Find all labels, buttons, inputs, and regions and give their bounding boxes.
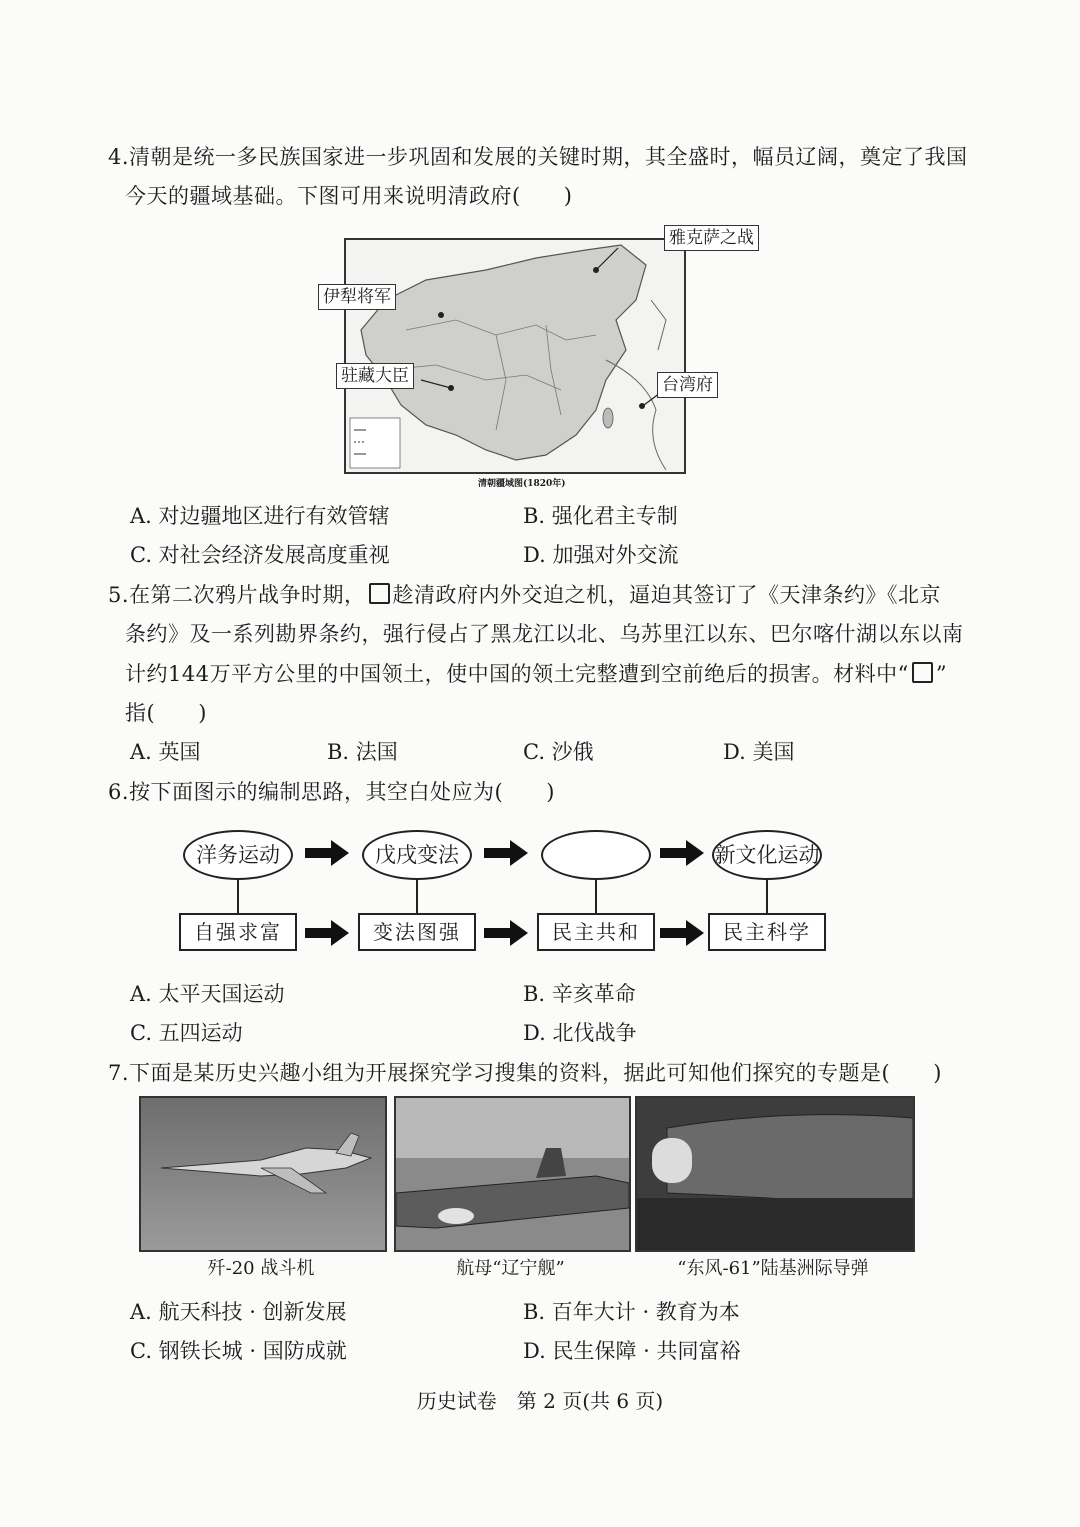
flow-idea-4: 民主科学 bbox=[708, 913, 826, 951]
q5-stem-line3 bbox=[125, 659, 947, 689]
qing-territory-map bbox=[344, 238, 686, 474]
q4-option-b[interactable]: B. 强化君主专制 bbox=[523, 504, 678, 528]
q6-option-b[interactable]: B. 辛亥革命 bbox=[523, 982, 636, 1006]
connector-line bbox=[766, 879, 768, 913]
q6-option-d[interactable]: D. 北伐战争 bbox=[523, 1021, 637, 1045]
photo-liaoning-carrier bbox=[394, 1096, 631, 1252]
missile-launcher-image bbox=[637, 1098, 913, 1250]
q4-option-d[interactable]: D. 加强对外交流 bbox=[523, 543, 679, 567]
page-footer: 历史试卷 第 2 页(共 6 页) bbox=[416, 1389, 664, 1413]
aircraft-carrier-image bbox=[396, 1098, 629, 1250]
flow-event-1: 洋务运动 bbox=[183, 830, 293, 880]
q6-option-a[interactable]: A. 太平天国运动 bbox=[130, 982, 285, 1006]
flow-event-2: 戊戌变法 bbox=[362, 830, 472, 880]
flow-event-blank bbox=[541, 830, 651, 880]
q5-option-c[interactable]: C. 沙俄 bbox=[523, 740, 594, 764]
blank-box-icon bbox=[369, 583, 390, 604]
map-drawing bbox=[346, 240, 684, 472]
q5-option-b[interactable]: B. 法国 bbox=[327, 740, 398, 764]
q5-stem-line2: 条约》及一系列勘界条约，强行侵占了黑龙江以北、乌苏里江以东、巴尔喀什湖以东以南 bbox=[125, 622, 964, 646]
q5-line1-pre: 5.在第二次鸦片战争时期， bbox=[108, 583, 366, 607]
connector-line bbox=[595, 879, 597, 913]
connector-line bbox=[416, 879, 418, 913]
q5-option-a[interactable]: A. 英国 bbox=[130, 740, 201, 764]
q7-stem: 7.下面是某历史兴趣小组为开展探究学习搜集的资料，据此可知他们探究的专题是( ) bbox=[108, 1061, 942, 1085]
map-label-taiwan: 台湾府 bbox=[657, 372, 718, 398]
right-arrow-icon bbox=[660, 840, 704, 866]
right-arrow-icon bbox=[305, 920, 349, 946]
right-arrow-icon bbox=[660, 920, 704, 946]
connector-line bbox=[237, 879, 239, 913]
q7-option-d[interactable]: D. 民生保障 · 共同富裕 bbox=[523, 1339, 741, 1363]
flow-idea-2: 变法图强 bbox=[358, 913, 476, 951]
q5-stem-line1 bbox=[108, 580, 941, 610]
right-arrow-icon bbox=[484, 840, 528, 866]
photo-df61-missile bbox=[635, 1096, 915, 1252]
q5-option-d[interactable]: D. 美国 bbox=[723, 740, 795, 764]
flow-idea-1: 自强求富 bbox=[179, 913, 297, 951]
photo-caption-1: 歼-20 战斗机 bbox=[207, 1258, 315, 1279]
q4-option-c[interactable]: C. 对社会经济发展高度重视 bbox=[130, 543, 390, 567]
map-label-zhuzang: 驻藏大臣 bbox=[336, 363, 414, 389]
map-label-yili: 伊犁将军 bbox=[318, 284, 396, 310]
map-label-yakesa: 雅克萨之战 bbox=[664, 225, 759, 251]
photo-caption-3: “东风-61”陆基洲际导弹 bbox=[677, 1258, 869, 1279]
q7-option-a[interactable]: A. 航天科技 · 创新发展 bbox=[130, 1300, 347, 1324]
right-arrow-icon bbox=[484, 920, 528, 946]
blank-box-icon bbox=[912, 662, 933, 683]
photo-caption-2: 航母“辽宁舰” bbox=[456, 1258, 565, 1279]
q5-stem-line4: 指( ) bbox=[125, 701, 207, 725]
q5-line3-pre: 计约144万平方公里的中国领土，使中国的领土完整遭到空前绝后的损害。材料中“ bbox=[125, 662, 909, 686]
right-arrow-icon bbox=[305, 840, 349, 866]
q4-option-a[interactable]: A. 对边疆地区进行有效管辖 bbox=[130, 504, 390, 528]
q6-option-c[interactable]: C. 五四运动 bbox=[130, 1021, 243, 1045]
q5-line3-post: ” bbox=[935, 662, 948, 686]
q4-stem-line1: 4.清朝是统一多民族国家进一步巩固和发展的关键时期，其全盛时，幅员辽阔，奠定了我国 bbox=[108, 145, 968, 169]
flow-idea-3: 民主共和 bbox=[537, 913, 655, 951]
q5-line1-post: 趁清政府内外交迫之机，逼迫其签订了《天津条约》《北京 bbox=[392, 583, 942, 607]
q7-option-c[interactable]: C. 钢铁长城 · 国防成就 bbox=[130, 1339, 347, 1363]
q4-stem-line2: 今天的疆域基础。下图可用来说明清政府( ) bbox=[125, 184, 573, 208]
photo-j20-fighter bbox=[139, 1096, 387, 1252]
map-caption: 清朝疆域图(1820年) bbox=[478, 479, 566, 489]
fighter-jet-image bbox=[141, 1098, 385, 1250]
q6-stem: 6.按下面图示的编制思路，其空白处应为( ) bbox=[108, 780, 555, 804]
q7-option-b[interactable]: B. 百年大计 · 教育为本 bbox=[523, 1300, 740, 1324]
flow-event-4: 新文化运动 bbox=[712, 830, 822, 880]
